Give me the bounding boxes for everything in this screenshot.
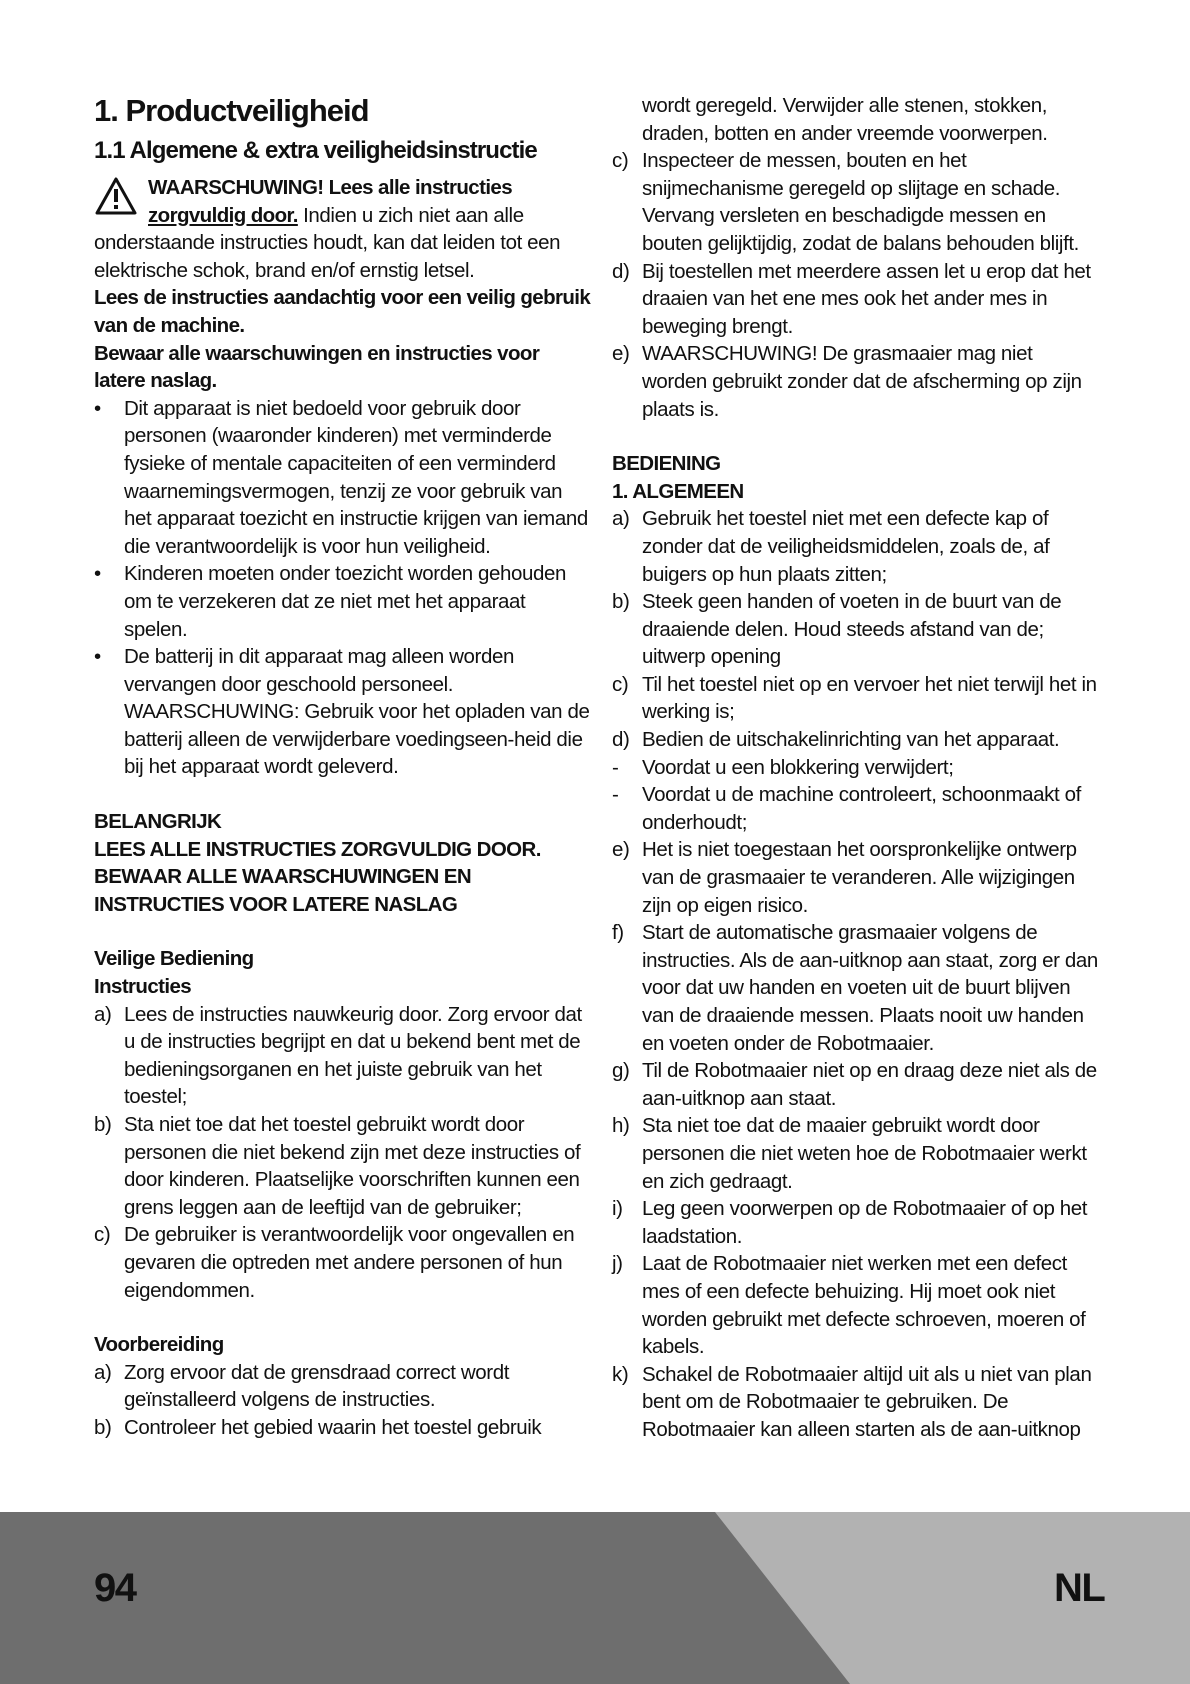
list-item: b) Steek geen handen of voeten in de buurt van de draaiende delen. Houd steeds afstand van de; uitwerp opening — [612, 590, 1062, 669]
list-item: - Voordat u de machine controleert, schoonmaakt of onderhoudt; — [612, 783, 1081, 834]
warning-text — [94, 202, 592, 285]
list-item: k) Schakel de Robotmaaier altijd uit als u niet van plan bent om de Robotmaaier te gebruiken. De Robotmaaier kan alleen starten als de aan-uitknop — [612, 1362, 1092, 1441]
list-item: c) De gebruiker is verantwoordelijk voor ongevallen en gevaren die optreden met andere personen of hun eigendommen. — [94, 1223, 575, 1302]
list-item: g) Til de Robotmaaier niet op en draag deze niet als de aan-uitknop aan staat. — [612, 1059, 1097, 1110]
list-item: c) Inspecteer de messen, bouten en het snijmechanisme geregeld op slijtage en schade. Vervang versleten en beschadigde messen en bouten gelijktijdig, zodat de balans behouden blijft. — [612, 149, 1079, 255]
bullet-item: • Dit apparaat is niet bedoeld voor gebruik door personen (waaronder kinderen) met verminderde fysieke of mentale capaciteiten of een verminderd waarnemingsvermogen, tenzij ze voor gebruik van het apparaat toezicht en instructie krijgen van iemand die verantwoordelijk is voor hun veiligheid. — [94, 396, 588, 558]
list-item: i) Leg geen voorwerpen op de Robotmaaier of op het laadstation. — [612, 1197, 1088, 1248]
list-item: b) Controleer het gebied waarin het toestel gebruik — [94, 1415, 542, 1439]
keep-instructions-note: Bewaar alle waarschuwingen en instructies voor latere naslag. — [94, 341, 540, 393]
list-item: a) Lees de instructies nauwkeurig door. Zorg ervoor dat u de instructies begrijpt en dat u bekend bent met de bedieningsorganen en het juiste gebruik van het toestel; — [94, 1002, 582, 1109]
safe-operation-list — [94, 1001, 592, 1305]
general-list — [612, 505, 1100, 1443]
warning-emphasis: zorgvuldig door. — [148, 203, 298, 227]
list-item: b) Sta niet toe dat het toestel gebruikt wordt door personen die niet bekend zijn met deze instructies of door kinderen. Plaatselijke voorschriften kunnen een grens leggen aan de leeftijd van de gebruiker; — [94, 1113, 581, 1219]
bullet-item: • De batterij in dit apparaat mag alleen worden vervangen door geschoold personeel. WAARSCHUWING: Gebruik voor het opladen van de batterij alleen de verwijderbare voedingseen-heid die bij het apparaat wordt geleverd. — [94, 645, 590, 779]
instructions-heading: Instructies — [94, 975, 192, 999]
bullet-list — [94, 395, 592, 781]
preparation-heading: Voorbereiding — [94, 1333, 224, 1357]
list-item: e) Het is niet toegestaan het oorspronkelijke ontwerp van de grasmaaier te veranderen. Alle wijzigingen zijn op eigen risico. — [612, 838, 1077, 917]
important-heading: BELANGRIJK — [94, 810, 222, 834]
right-column — [612, 92, 1100, 1444]
footer-band — [0, 1512, 1190, 1684]
warning-rest: Indien u zich niet aan alle onderstaande instructies houdt, kan dat leiden tot een elektrische schok, brand en/of ernstig letsel. — [94, 203, 561, 282]
warning-block — [94, 174, 592, 202]
general-heading: 1. ALGEMEEN — [612, 479, 744, 503]
list-item: d) Bij toestellen met meerdere assen let u erop dat het draaien van het ene mes ook het ander mes in beweging brengt. — [612, 259, 1091, 338]
list-item: j) Laat de Robotmaaier niet werken met een defect mes of een defecte behuizing. Hij moet ook niet worden gebruikt met defecte schroeven, moeren of kabels. — [612, 1252, 1086, 1359]
list-item: d) Bedien de uitschakelinrichting van het apparaat. — [612, 728, 1060, 752]
important-line: LEES ALLE INSTRUCTIES ZORGVULDIG DOOR. — [94, 837, 541, 861]
list-item: a) Zorg ervoor dat de grensdraad correct wordt geïnstalleerd volgens de instructies. — [94, 1360, 510, 1412]
list-item: - Voordat u een blokkering verwijdert; — [612, 755, 954, 779]
warning-heading: WAARSCHUWING! Lees alle instructies — [148, 176, 513, 199]
warning-triangle-icon — [94, 176, 138, 216]
list-item: e) WAARSCHUWING! De grasmaaier mag niet worden gebruikt zonder dat de afscherming op zijn plaats is. — [612, 342, 1082, 421]
list-item: h) Sta niet toe dat de maaier gebruikt wordt door personen die niet weten hoe de Robotmaaier werkt en zich gedraagt. — [612, 1114, 1087, 1193]
read-carefully-note: Lees de instructies aandachtig voor een veilig gebruik van de machine. — [94, 286, 591, 337]
list-item: a) Gebruik het toestel niet met een defecte kap of zonder dat de veiligheidsmiddelen, zoals de, af buigers op hun plaats zitten; — [612, 507, 1050, 586]
preparation-list-continued — [612, 147, 1100, 423]
list-item: c) Til het toestel niet op en vervoer het niet terwijl het in werking is; — [612, 672, 1097, 724]
language-code: NL — [1054, 1566, 1105, 1610]
section-subtitle: 1.1 Algemene & extra veiligheidsinstructie — [94, 137, 537, 164]
section-title: 1. Productveiligheid — [94, 93, 369, 128]
list-item: f) Start de automatische grasmaaier volgens de instructies. Als de aan-uitknop aan staat, zorg er dan voor dat uw handen en voeten uit de buurt blijven van de draaiende messen. Plaats nooit uw handen en voeten onder de Robotmaaier. — [612, 921, 1098, 1055]
bullet-item: • Kinderen moeten onder toezicht worden gehouden om te verzekeren dat ze niet met het apparaat spelen. — [94, 562, 567, 641]
continued-text: wordt geregeld. Verwijder alle stenen, stokken, draden, botten en ander vreemde voorwerpen. — [642, 94, 1048, 145]
safe-operation-heading: Veilige Bediening — [94, 947, 254, 971]
left-column — [94, 92, 592, 1442]
page-number: 94 — [94, 1566, 136, 1610]
operation-heading: BEDIENING — [612, 452, 721, 476]
important-line: BEWAAR ALLE WAARSCHUWINGEN EN INSTRUCTIES VOOR LATERE NASLAG — [94, 865, 472, 916]
preparation-list — [94, 1359, 592, 1442]
